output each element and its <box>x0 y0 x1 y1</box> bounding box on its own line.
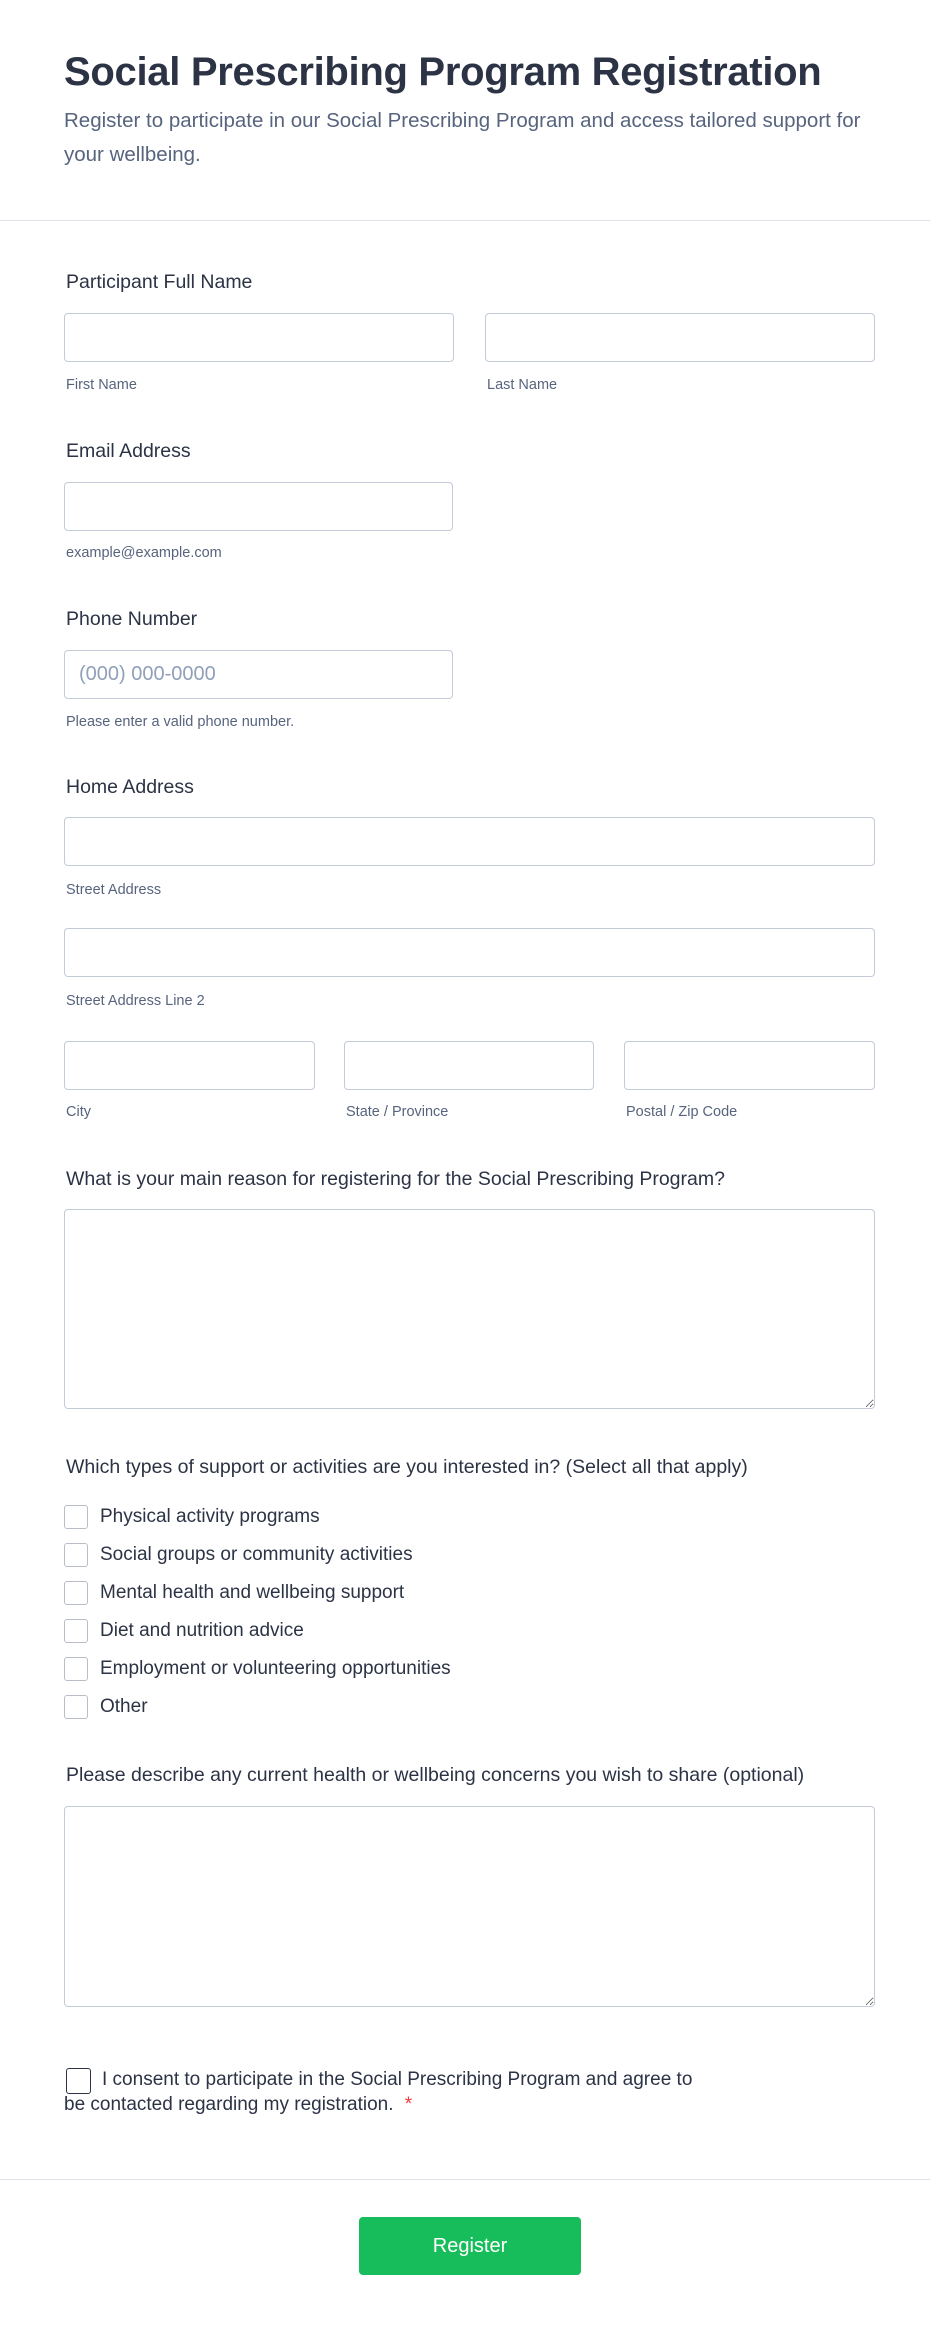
option-label: Diet and nutrition advice <box>100 1620 304 1641</box>
zip-input[interactable] <box>624 1041 875 1090</box>
concerns-textarea[interactable] <box>64 1806 875 2007</box>
street-address-line2-input[interactable] <box>64 928 875 977</box>
option-label: Mental health and wellbeing support <box>100 1582 405 1603</box>
zip-sublabel: Postal / Zip Code <box>626 1104 738 1120</box>
state-input[interactable] <box>344 1041 594 1090</box>
required-asterisk: * <box>404 2094 413 2115</box>
register-button[interactable]: Register <box>359 2217 581 2275</box>
city-input[interactable] <box>64 1041 315 1090</box>
last-name-input[interactable] <box>485 313 875 362</box>
option-label: Employment or volunteering opportunities <box>100 1658 451 1679</box>
full-name-label: Participant Full Name <box>66 271 253 293</box>
footer-divider <box>0 2179 930 2180</box>
street-address-input[interactable] <box>64 817 875 866</box>
support-option-mental-health[interactable] <box>64 1574 451 1612</box>
checkbox[interactable] <box>64 1657 88 1681</box>
checkbox[interactable] <box>64 1505 88 1529</box>
address-label: Home Address <box>66 776 194 798</box>
reason-label: What is your main reason for registering for the Social Prescribing Program? <box>66 1168 725 1190</box>
checkbox[interactable] <box>64 1581 88 1605</box>
phone-label: Phone Number <box>66 608 198 630</box>
support-option-other[interactable] <box>64 1688 451 1726</box>
support-option-physical[interactable] <box>64 1498 451 1536</box>
support-label: Which types of support or activities are you interested in? (Select all that apply) <box>66 1456 748 1478</box>
last-name-sublabel: Last Name <box>487 377 558 393</box>
support-option-diet[interactable] <box>64 1612 451 1650</box>
first-name-input[interactable] <box>64 313 454 362</box>
street-address-line2-sublabel: Street Address Line 2 <box>66 993 205 1009</box>
option-label: Social groups or community activities <box>100 1544 413 1565</box>
concerns-label: Please describe any current health or wellbeing concerns you wish to share (optional) <box>66 1764 805 1786</box>
option-label: Other <box>100 1696 148 1717</box>
checkbox[interactable] <box>64 1543 88 1567</box>
consent-text-line2-wrap <box>64 2094 412 2116</box>
phone-input[interactable] <box>64 650 453 699</box>
support-options <box>64 1498 451 1726</box>
phone-sublabel: Please enter a valid phone number. <box>66 714 295 730</box>
support-option-social[interactable] <box>64 1536 451 1574</box>
email-label: Email Address <box>66 440 191 462</box>
checkbox[interactable] <box>64 1619 88 1643</box>
street-address-sublabel: Street Address <box>66 882 162 898</box>
page-title: Social Prescribing Program Registration <box>64 50 822 94</box>
email-sublabel: example@example.com <box>66 545 222 561</box>
consent-text-line2: be contacted regarding my registration. <box>64 2094 394 2115</box>
state-sublabel: State / Province <box>346 1104 449 1120</box>
email-input[interactable] <box>64 482 453 531</box>
support-option-employment[interactable] <box>64 1650 451 1688</box>
header-divider <box>0 220 930 221</box>
consent-text-line1: I consent to participate in the Social Prescribing Program and agree to <box>102 2069 693 2090</box>
checkbox[interactable] <box>64 1695 88 1719</box>
first-name-sublabel: First Name <box>66 377 137 393</box>
reason-textarea[interactable] <box>64 1209 875 1409</box>
consent-checkbox[interactable] <box>66 2068 91 2094</box>
page-subtitle: Register to participate in our Social Prescribing Program and access tailored support for your wellbeing. <box>64 109 861 166</box>
city-sublabel: City <box>66 1104 91 1120</box>
option-label: Physical activity programs <box>100 1506 320 1527</box>
